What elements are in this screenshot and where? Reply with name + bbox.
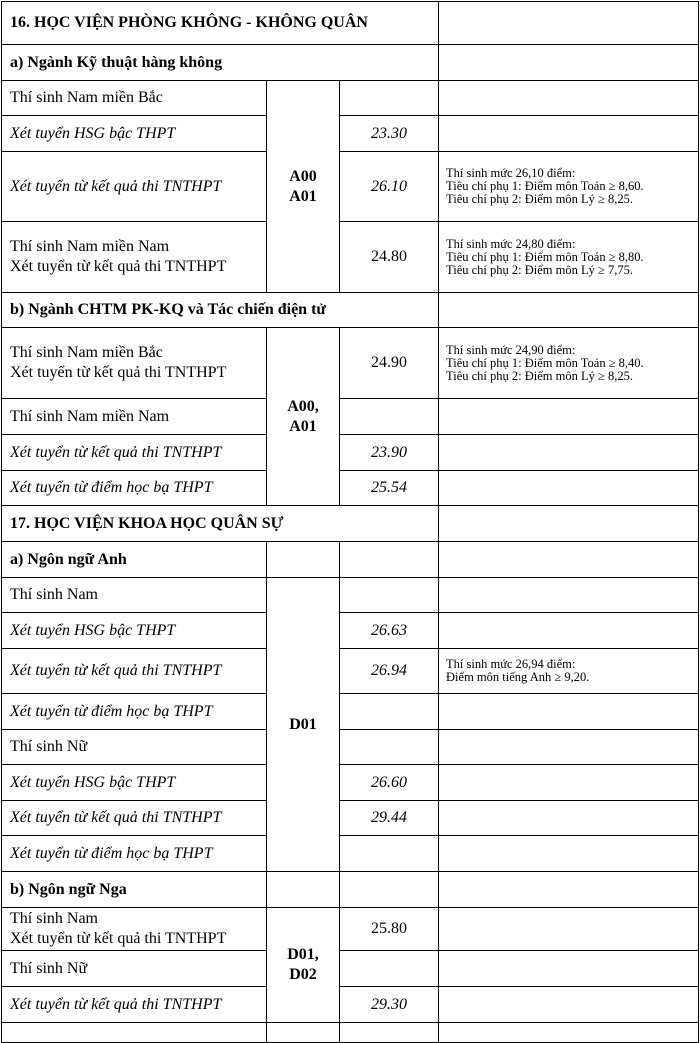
admission-score-table bbox=[1, 1, 699, 1043]
row-label: Xét tuyển từ điểm học bạ THPT bbox=[2, 694, 267, 730]
row-label: Xét tuyển từ kết quả thi TNTHPT bbox=[2, 801, 267, 836]
note-cell bbox=[439, 730, 699, 765]
row-label-line: Xét tuyển từ kết quả thi TNTHPT bbox=[10, 258, 227, 275]
major-header-row bbox=[2, 872, 699, 908]
table-row bbox=[2, 152, 699, 222]
note-line: Tiêu chí phụ 1: Điểm môn Toán ≥ 8,80. bbox=[446, 249, 644, 264]
note-cell bbox=[439, 578, 699, 613]
note-line: Tiêu chí phụ 1: Điểm môn Toán ≥ 8,40. bbox=[446, 355, 644, 370]
row-label bbox=[2, 328, 267, 399]
table-row bbox=[2, 836, 699, 872]
score-cell bbox=[340, 399, 439, 435]
table-row bbox=[2, 81, 699, 116]
score-cell: 25.54 bbox=[340, 471, 439, 506]
note-line: Tiêu chí phụ 1: Điểm môn Toán ≥ 8,60. bbox=[446, 179, 644, 193]
subject-code-cell bbox=[267, 578, 340, 872]
row-label: Xét tuyển HSG bậc THPT bbox=[2, 116, 267, 152]
row-label-line: Thí sinh Nam miền Nam bbox=[10, 238, 170, 255]
section-header-row bbox=[2, 2, 699, 45]
table-row bbox=[2, 649, 699, 694]
row-label bbox=[2, 222, 267, 293]
note-line: Thí sinh mức 24,90 điểm: bbox=[446, 342, 576, 357]
subject-code: A01 bbox=[289, 417, 317, 435]
note-line: Tiêu chí phụ 2: Điểm môn Lý ≥ 8,25. bbox=[446, 368, 633, 383]
subject-code: A00, bbox=[287, 397, 319, 415]
subject-code: D01, bbox=[287, 946, 319, 963]
section-title: 16. HỌC VIỆN PHÒNG KHÔNG - KHÔNG QUÂN bbox=[2, 2, 439, 45]
table-row bbox=[2, 399, 699, 435]
score-cell bbox=[340, 836, 439, 872]
major-header-row bbox=[2, 542, 699, 578]
major-title: a) Ngành Kỹ thuật hàng không bbox=[2, 45, 439, 81]
table-row bbox=[2, 801, 699, 836]
note-line: Điểm môn tiếng Anh ≥ 9,20. bbox=[446, 670, 590, 684]
empty-cell bbox=[439, 1023, 699, 1043]
table-row bbox=[2, 987, 699, 1023]
note-cell bbox=[439, 222, 699, 293]
row-label: Thí sinh Nam miền Bắc bbox=[2, 81, 267, 116]
table-row bbox=[2, 435, 699, 471]
subject-code-cell bbox=[267, 328, 340, 506]
score-cell: 23.90 bbox=[340, 435, 439, 471]
score-cell: 25.80 bbox=[340, 908, 439, 951]
empty-cell bbox=[2, 1023, 267, 1043]
score-cell: 26.60 bbox=[340, 765, 439, 801]
row-label bbox=[2, 908, 267, 951]
note-line: Thí sinh mức 26,10 điểm: bbox=[446, 166, 576, 180]
note-cell bbox=[439, 694, 699, 730]
note-cell bbox=[439, 116, 699, 152]
row-label-line: Xét tuyển từ kết quả thi TNTHPT bbox=[10, 930, 227, 947]
score-cell: 24.80 bbox=[340, 222, 439, 293]
row-label: Xét tuyển từ kết quả thi TNTHPT bbox=[2, 649, 267, 694]
major-title: a) Ngôn ngữ Anh bbox=[2, 542, 267, 578]
note-line: Thí sinh mức 24,80 điểm: bbox=[446, 236, 576, 251]
empty-cell bbox=[340, 872, 439, 908]
row-label: Xét tuyển từ kết quả thi TNTHPT bbox=[2, 987, 267, 1023]
row-label-line: Thí sinh Nam bbox=[10, 910, 98, 927]
empty-cell bbox=[439, 293, 699, 328]
empty-cell bbox=[340, 1023, 439, 1043]
subject-code: A01 bbox=[289, 187, 317, 205]
empty-cell bbox=[267, 542, 340, 578]
subject-code: D02 bbox=[289, 966, 317, 983]
table-row bbox=[2, 730, 699, 765]
major-title: b) Ngành CHTM PK-KQ và Tác chiến điện tử bbox=[2, 293, 439, 328]
score-cell: 29.30 bbox=[340, 987, 439, 1023]
row-label: Xét tuyển HSG bậc THPT bbox=[2, 765, 267, 801]
note-line: Thí sinh mức 26,94 điểm: bbox=[446, 657, 576, 671]
table-row-partial bbox=[2, 1023, 699, 1043]
note-cell bbox=[439, 328, 699, 399]
score-cell bbox=[340, 951, 439, 987]
row-label: Xét tuyển từ kết quả thi TNTHPT bbox=[2, 152, 267, 222]
table-row bbox=[2, 328, 699, 399]
score-cell bbox=[340, 578, 439, 613]
row-label: Xét tuyển từ kết quả thi TNTHPT bbox=[2, 435, 267, 471]
table-row bbox=[2, 471, 699, 506]
table-row bbox=[2, 578, 699, 613]
note-cell bbox=[439, 951, 699, 987]
table-row bbox=[2, 765, 699, 801]
note-line: Tiêu chí phụ 2: Điểm môn Lý ≥ 7,75. bbox=[446, 262, 633, 277]
score-cell bbox=[340, 81, 439, 116]
row-label: Thí sinh Nữ bbox=[2, 951, 267, 987]
note-cell bbox=[439, 613, 699, 649]
row-label: Xét tuyển HSG bậc THPT bbox=[2, 613, 267, 649]
score-cell: 26.10 bbox=[340, 152, 439, 222]
note-cell bbox=[439, 801, 699, 836]
score-cell bbox=[340, 730, 439, 765]
table-row bbox=[2, 908, 699, 951]
note-cell bbox=[439, 471, 699, 506]
major-header-row bbox=[2, 293, 699, 328]
note-cell bbox=[439, 908, 699, 951]
note-cell bbox=[439, 765, 699, 801]
subject-code-cell bbox=[267, 81, 340, 293]
row-label: Xét tuyển từ điểm học bạ THPT bbox=[2, 836, 267, 872]
note-cell bbox=[439, 152, 699, 222]
table-row bbox=[2, 694, 699, 730]
table-row bbox=[2, 613, 699, 649]
subject-code: A00 bbox=[289, 167, 317, 185]
row-label: Xét tuyển từ điểm học bạ THPT bbox=[2, 471, 267, 506]
row-label-line: Thí sinh Nam miền Bắc bbox=[10, 344, 163, 361]
major-title: b) Ngôn ngữ Nga bbox=[2, 872, 267, 908]
score-cell: 26.94 bbox=[340, 649, 439, 694]
note-cell bbox=[439, 987, 699, 1023]
empty-cell bbox=[439, 45, 699, 81]
score-cell bbox=[340, 694, 439, 730]
score-cell: 24.90 bbox=[340, 328, 439, 399]
score-cell: 26.63 bbox=[340, 613, 439, 649]
empty-cell bbox=[439, 872, 699, 908]
note-cell bbox=[439, 649, 699, 694]
table-row bbox=[2, 222, 699, 293]
row-label-line: Xét tuyển từ kết quả thi TNTHPT bbox=[10, 364, 227, 381]
note-cell bbox=[439, 81, 699, 116]
note-cell bbox=[439, 435, 699, 471]
table-row bbox=[2, 116, 699, 152]
subject-code-cell bbox=[267, 908, 340, 1023]
note-cell bbox=[439, 399, 699, 435]
subject-code: D01 bbox=[289, 715, 317, 733]
row-label: Thí sinh Nam miền Nam bbox=[2, 399, 267, 435]
empty-cell bbox=[439, 542, 699, 578]
empty-cell bbox=[439, 2, 699, 45]
note-line: Tiêu chí phụ 2: Điểm môn Lý ≥ 8,25. bbox=[446, 192, 633, 206]
section-title: 17. HỌC VIỆN KHOA HỌC QUÂN SỰ bbox=[2, 506, 439, 542]
row-label: Thí sinh Nữ bbox=[2, 730, 267, 765]
empty-cell bbox=[267, 1023, 340, 1043]
empty-cell bbox=[340, 542, 439, 578]
section-header-row bbox=[2, 506, 699, 542]
score-cell: 23.30 bbox=[340, 116, 439, 152]
row-label: Thí sinh Nam bbox=[2, 578, 267, 613]
table-row bbox=[2, 951, 699, 987]
major-header-row bbox=[2, 45, 699, 81]
score-cell: 29.44 bbox=[340, 801, 439, 836]
empty-cell bbox=[439, 506, 699, 542]
note-cell bbox=[439, 836, 699, 872]
empty-cell bbox=[267, 872, 340, 908]
